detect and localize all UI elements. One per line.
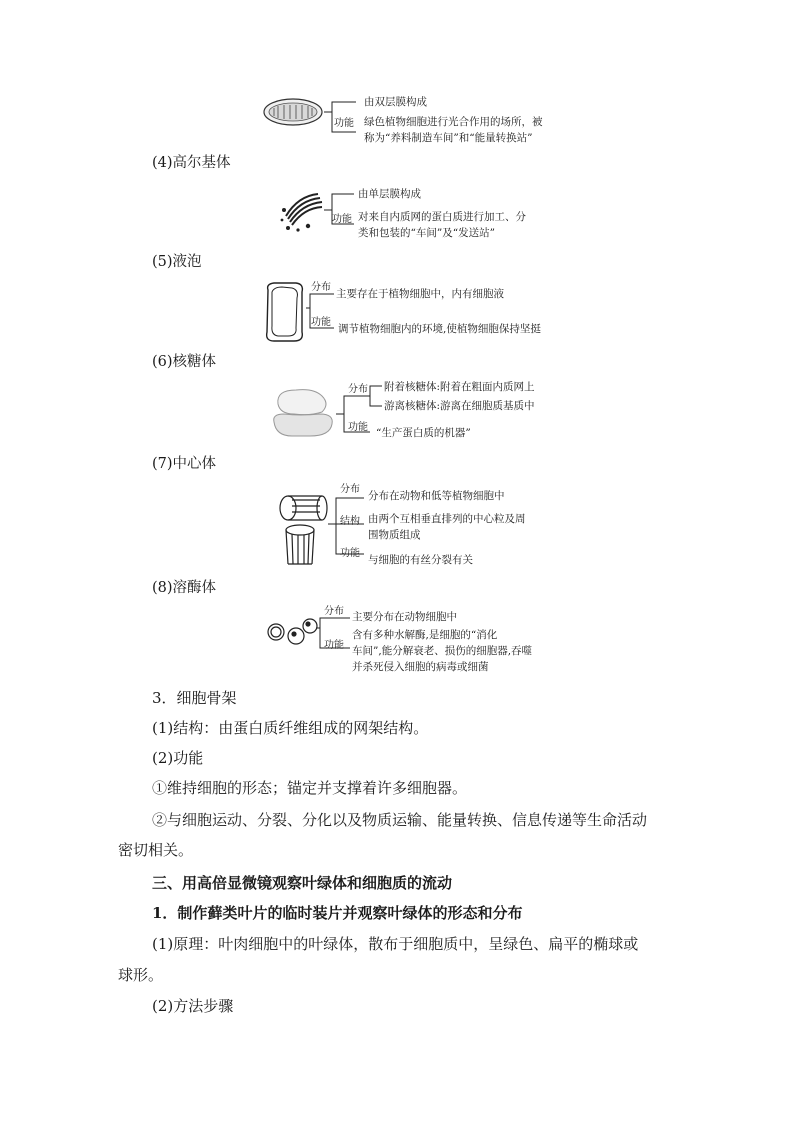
ribosome-function-label: 功能 <box>348 422 368 433</box>
ribosome-illustration <box>270 384 338 440</box>
golgi-function-line1: 对来自内质网的蛋白质进行加工、分 <box>358 211 526 223</box>
lysosome-distribution-label: 分布 <box>324 606 344 617</box>
vacuole-distribution-text: 主要存在于植物细胞中，内有细胞液 <box>336 288 504 300</box>
golgi-heading: (4)高尔基体 <box>152 155 231 171</box>
chloroplast-function-line2: 称为“养料制造车间”和“能量转换站” <box>364 132 533 144</box>
centrosome-structure-line2: 围物质组成 <box>368 529 421 541</box>
centrosome-illustration <box>278 492 328 568</box>
lysosome-function-line2: 车间”,能分解衰老、损伤的细胞器,吞噬 <box>352 645 533 657</box>
chloroplast-membrane-text: 由双层膜构成 <box>364 96 427 108</box>
cytoskeleton-function-heading: (2)功能 <box>152 749 204 767</box>
vacuole-illustration <box>262 280 306 344</box>
chloroplast-illustration <box>262 96 324 128</box>
cytoskeleton-point2-line2: 密切相关。 <box>118 841 194 859</box>
lysosome-function-line1: 含有多种水解酶,是细胞的“消化 <box>352 629 498 641</box>
golgi-illustration <box>278 186 326 234</box>
ribosome-free-text: 游离核糖体:游离在细胞质基质中 <box>384 400 535 412</box>
lysosome-function-line3: 并杀死侵入细胞的病毒或细菌 <box>352 661 489 673</box>
cytoskeleton-heading: 3．细胞骨架 <box>152 689 237 707</box>
section3-sub1: 1．制作藓类叶片的临时装片并观察叶绿体的形态和分布 <box>152 904 523 922</box>
ribosome-bound-text: 附着核糖体:附着在粗面内质网上 <box>384 381 535 393</box>
cytoskeleton-structure: (1)结构：由蛋白质纤维组成的网架结构。 <box>152 719 429 737</box>
centrosome-distribution-text: 分布在动物和低等植物细胞中 <box>368 490 505 502</box>
vacuole-distribution-label: 分布 <box>311 282 331 293</box>
vacuole-function-text: 调节植物细胞内的环境,使植物细胞保持坚挺 <box>338 323 541 335</box>
ribosome-heading: (6)核糖体 <box>152 354 217 370</box>
chloroplast-function-label: 功能 <box>334 118 354 129</box>
principle-line2: 球形。 <box>118 966 164 984</box>
lysosome-function-label: 功能 <box>324 640 344 651</box>
centrosome-function-label: 功能 <box>340 548 360 559</box>
centrosome-structure-line1: 由两个互相垂直排列的中心粒及周 <box>368 513 526 525</box>
chloroplast-function-line1: 绿色植物细胞进行光合作用的场所，被 <box>364 116 543 128</box>
lysosome-distribution-text: 主要分布在动物细胞中 <box>352 611 457 623</box>
cytoskeleton-point1: ①维持细胞的形态；锚定并支撑着许多细胞器。 <box>152 779 468 797</box>
cytoskeleton-point2-line1: ②与细胞运动、分裂、分化以及物质运输、能量转换、信息传递等生命活动 <box>152 811 648 829</box>
ribosome-distribution-label: 分布 <box>348 384 368 395</box>
lysosome-heading: (8)溶酶体 <box>152 580 217 596</box>
vacuole-function-label: 功能 <box>311 317 331 328</box>
lysosome-illustration <box>266 614 320 648</box>
ribosome-function-text: “生产蛋白质的机器” <box>376 427 471 439</box>
centrosome-distribution-label: 分布 <box>340 484 360 495</box>
golgi-function-line2: 类和包装的“车间”及“发送站” <box>358 227 495 239</box>
centrosome-heading: (7)中心体 <box>152 456 217 472</box>
section3-heading: 三、用高倍显微镜观察叶绿体和细胞质的流动 <box>152 874 453 892</box>
principle-line1: (1)原理：叶肉细胞中的叶绿体，散布于细胞质中，呈绿色、扁平的椭球或 <box>152 935 639 953</box>
golgi-membrane-text: 由单层膜构成 <box>358 188 421 200</box>
centrosome-structure-label: 结构 <box>340 516 360 527</box>
vacuole-heading: (5)液泡 <box>152 254 202 270</box>
method-steps-heading: (2)方法步骤 <box>152 997 234 1015</box>
golgi-function-label: 功能 <box>332 214 352 225</box>
chloroplast-bracket <box>324 96 364 136</box>
centrosome-function-text: 与细胞的有丝分裂有关 <box>368 554 473 566</box>
